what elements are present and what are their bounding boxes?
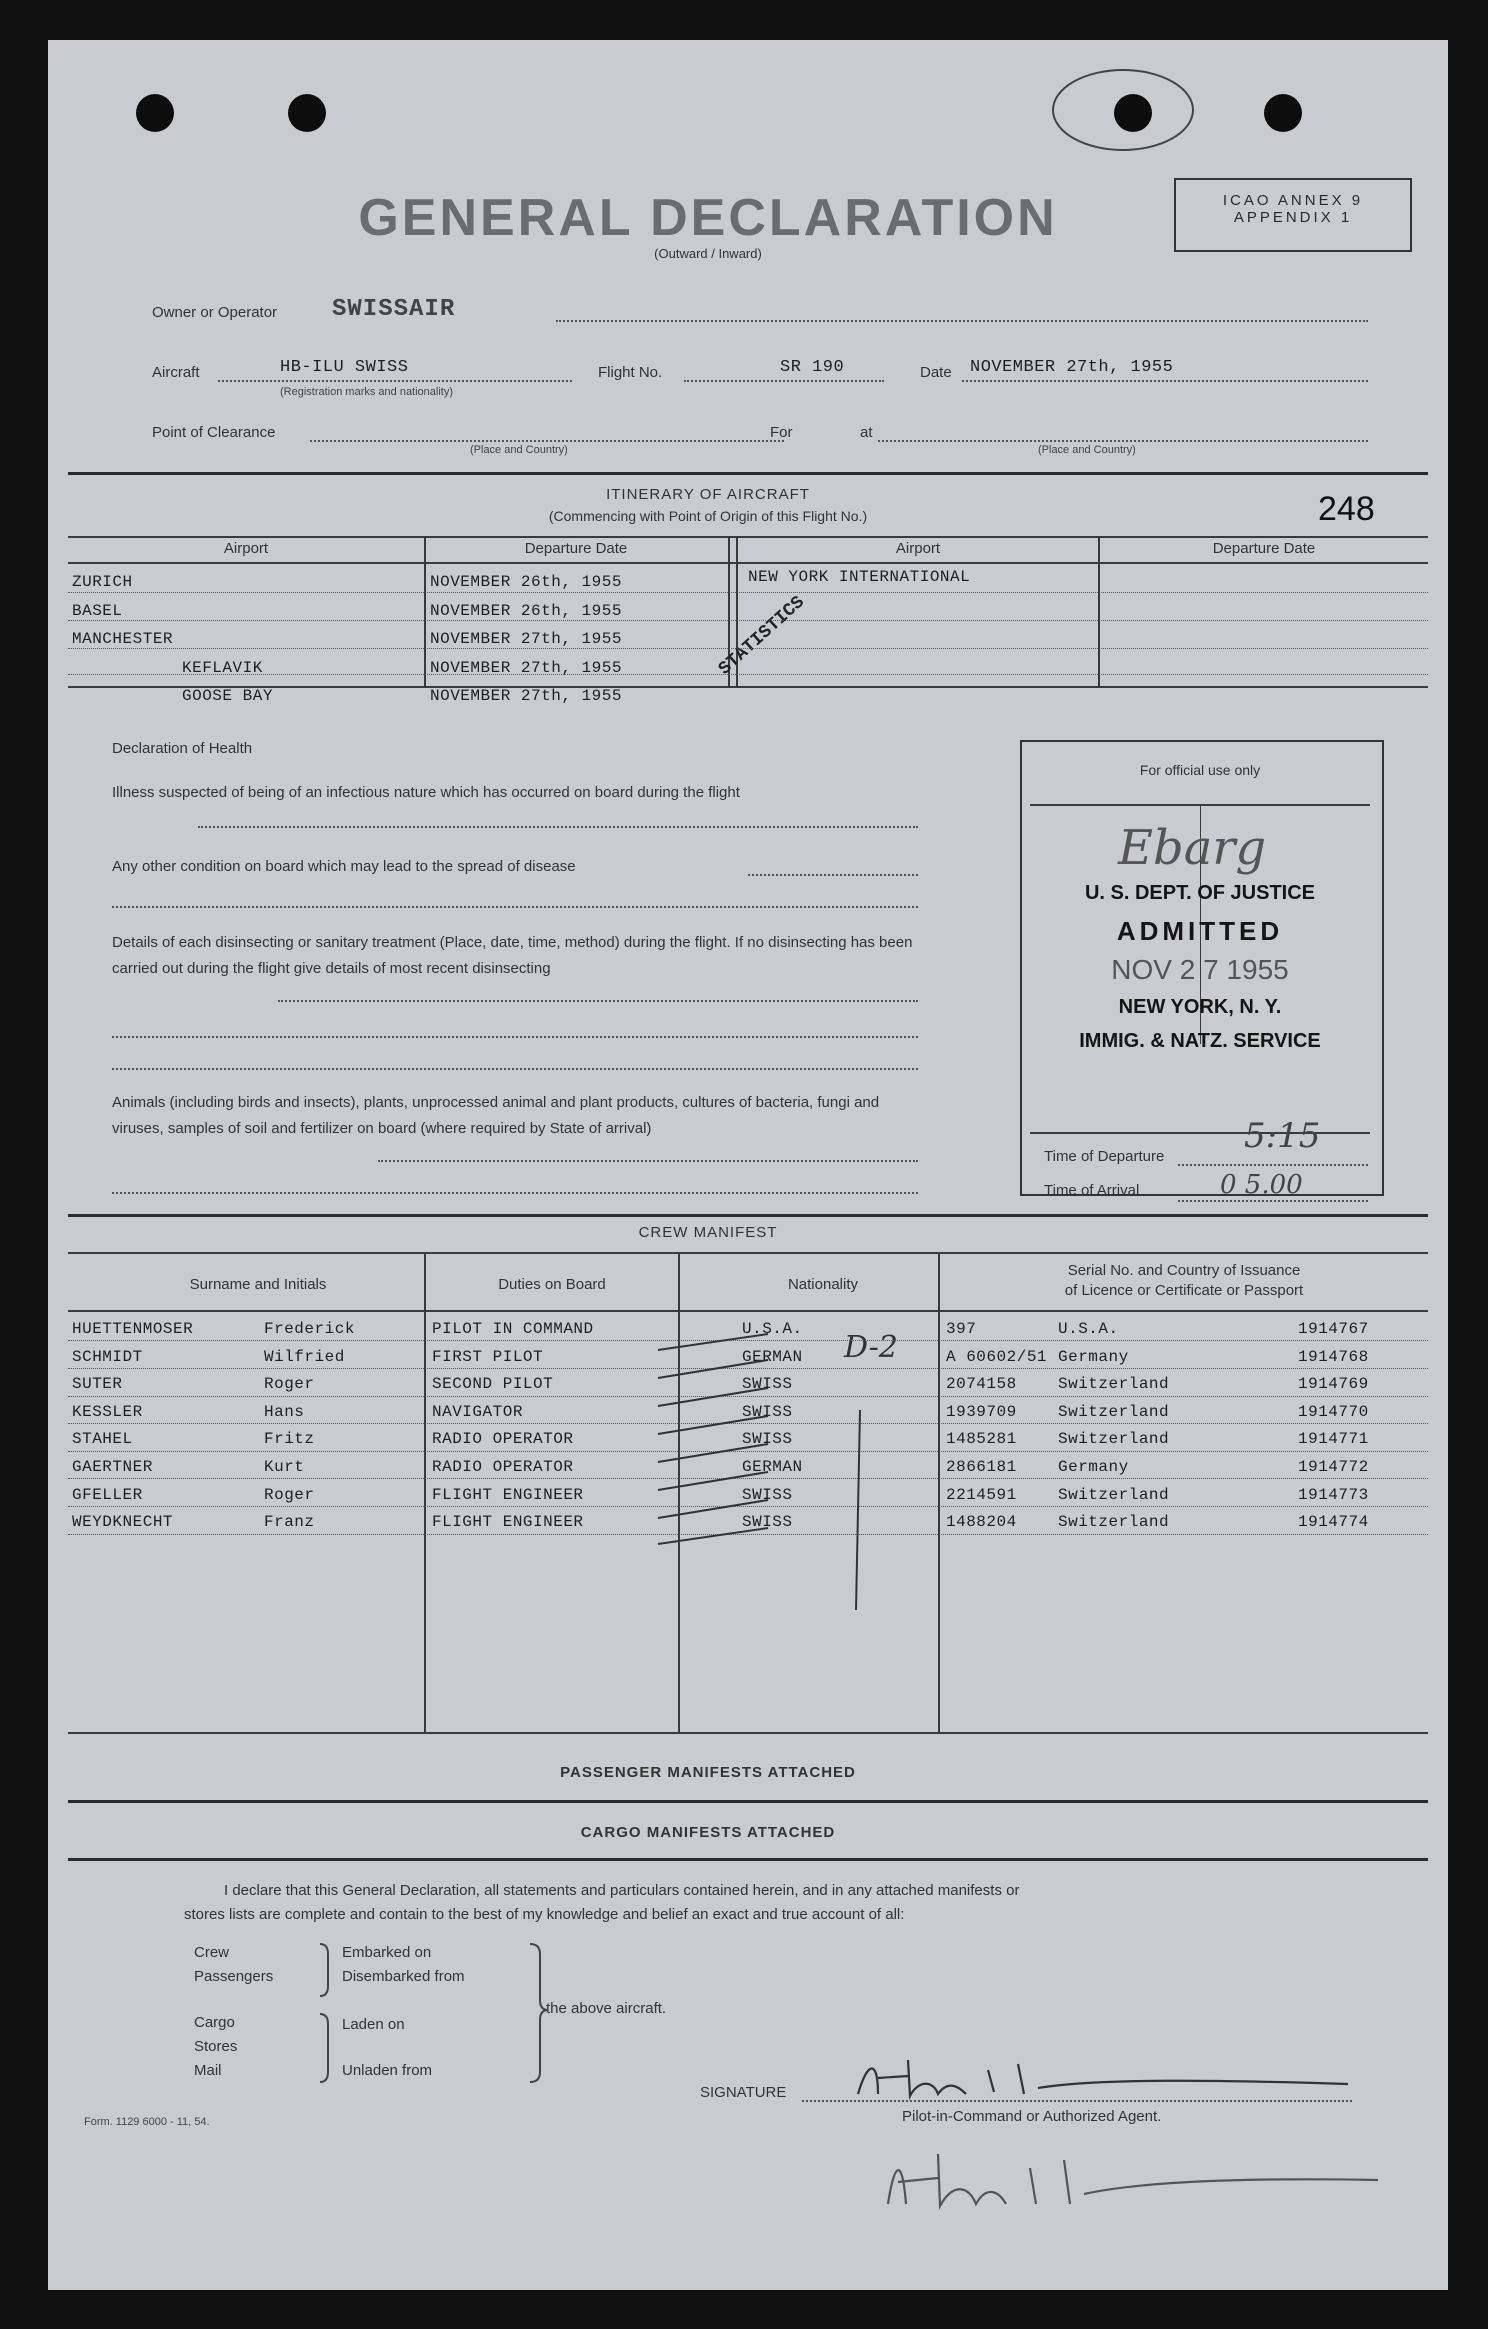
clearance-label: Point of Clearance xyxy=(152,424,276,441)
itinerary-title: ITINERARY OF AIRCRAFT xyxy=(606,486,810,503)
crew-first-names xyxy=(264,1316,355,1537)
time-departure-value: 5:15 xyxy=(1244,1116,1321,1156)
crew-first-name: Wilfried xyxy=(264,1347,345,1366)
crew-duty: RADIO OPERATOR xyxy=(432,1457,574,1476)
itinerary-airports xyxy=(72,568,273,711)
crew-nationality: SWISS xyxy=(742,1402,793,1421)
crew-first-name: Roger xyxy=(264,1375,315,1394)
crew-id: 1914773 xyxy=(1298,1485,1369,1504)
crew-id: 1914769 xyxy=(1298,1375,1369,1394)
crew-title: CREW MANIFEST xyxy=(638,1224,778,1241)
crew-nationality: GERMAN xyxy=(742,1457,803,1476)
crew-serial: 1939709 xyxy=(946,1402,1017,1421)
crew-country: Germany xyxy=(1058,1347,1129,1366)
col-departure-header-2: Departure Date xyxy=(1212,540,1316,557)
itinerary-date: NOVEMBER 27th, 1955 xyxy=(430,658,622,677)
declaration-text-2: stores lists are complete and contain to the best of my knowledge and belief an exact and true account of all: xyxy=(184,1906,905,1923)
col-serial-header-1: Serial No. and Country of Issuance xyxy=(1067,1262,1301,1279)
at-label: at xyxy=(860,424,873,441)
stamp-date: NOV 2 7 1955 xyxy=(1111,954,1289,985)
crew-nationality: SWISS xyxy=(742,1430,793,1449)
crew-duty: FIRST PILOT xyxy=(432,1347,544,1366)
aircraft-value: HB-ILU SWISS xyxy=(280,358,409,377)
crew-surname: GFELLER xyxy=(72,1485,143,1504)
decl-embarked: Embarked on xyxy=(342,1944,432,1961)
flight-label: Flight No. xyxy=(598,364,663,381)
itinerary-date: NOVEMBER 27th, 1955 xyxy=(430,630,622,648)
health-q3: Details of each disinsecting or sanitary treatment (Place, date, time, method) during the flight. If no disinsecting has been carried out during the flight give details of most recent disinsecting xyxy=(112,934,913,977)
crew-id: 1914768 xyxy=(1298,1347,1369,1366)
itinerary-date: NOVEMBER 27th, 1955 xyxy=(430,687,622,705)
pen-tick-marks xyxy=(648,1330,868,1630)
signature-label: SIGNATURE xyxy=(700,2084,787,2101)
crew-handwritten-note: D-2 xyxy=(844,1330,898,1365)
icao-line2: APPENDIX 1 xyxy=(1233,209,1353,226)
crew-country: Switzerland xyxy=(1058,1430,1170,1449)
crew-ids xyxy=(1298,1316,1369,1537)
crew-id: 1914770 xyxy=(1298,1402,1369,1421)
place-country-note-2: (Place and Country) xyxy=(1038,444,1136,456)
itinerary-dates xyxy=(430,568,622,711)
crew-serial: 1485281 xyxy=(946,1430,1017,1449)
place-country-note: (Place and Country) xyxy=(470,444,568,456)
crew-nationality: SWISS xyxy=(742,1485,793,1504)
crew-id: 1914771 xyxy=(1298,1430,1369,1449)
decl-laden: Laden on xyxy=(342,2016,405,2033)
health-title: Declaration of Health xyxy=(112,740,253,757)
pilot-signature xyxy=(838,2050,1358,2110)
aircraft-label: Aircraft xyxy=(152,364,200,381)
col-serial-header-2: of Licence or Certificate or Passport xyxy=(1064,1282,1304,1299)
document-page xyxy=(48,40,1448,2290)
crew-surnames xyxy=(72,1316,422,1537)
crew-serial: 2866181 xyxy=(946,1457,1017,1476)
pen-circle-mark xyxy=(1048,62,1198,162)
crew-surname: KESSLER xyxy=(72,1402,143,1421)
health-q4: Animals (including birds and insects), plants, unprocessed animal and plant products, cultures of bacteria, fungi and viruses, samples of soil and fertilizer on board (where required by State of arrival) xyxy=(112,1094,880,1137)
crew-first-name: Kurt xyxy=(264,1457,305,1476)
punch-hole xyxy=(1264,94,1302,132)
crew-first-name: Roger xyxy=(264,1485,315,1504)
itinerary-airport: BASEL xyxy=(72,601,123,620)
crew-nationality: SWISS xyxy=(742,1375,793,1394)
owner-label: Owner or Operator xyxy=(152,304,278,321)
col-duties-header: Duties on Board xyxy=(498,1276,606,1293)
itinerary-date: NOVEMBER 26th, 1955 xyxy=(430,601,622,620)
document-title: GENERAL DECLARATION xyxy=(358,189,1058,247)
crew-surname: GAERTNER xyxy=(72,1457,153,1476)
crew-id: 1914772 xyxy=(1298,1457,1369,1476)
crew-duty: PILOT IN COMMAND xyxy=(432,1320,594,1338)
crew-duty: NAVIGATOR xyxy=(432,1402,523,1421)
crew-surname: WEYDKNECHT xyxy=(72,1513,174,1532)
crew-serial: A 60602/51 xyxy=(946,1347,1048,1366)
stamp-admitted: ADMITTED xyxy=(1116,916,1284,946)
crew-surname: STAHEL xyxy=(72,1430,133,1449)
decl-cargo: Cargo xyxy=(194,2014,235,2031)
page-number: 248 xyxy=(1318,490,1375,528)
crew-id: 1914767 xyxy=(1298,1320,1369,1338)
time-arrival-value: 0 5.00 xyxy=(1220,1170,1303,1200)
crew-serial: 1488204 xyxy=(946,1513,1017,1532)
owner-value: SWISSAIR xyxy=(332,296,456,323)
crew-serial: 2214591 xyxy=(946,1485,1017,1504)
decl-mail: Mail xyxy=(194,2062,222,2079)
itinerary-date: NOVEMBER 26th, 1955 xyxy=(430,573,622,591)
official-signature-scribble: Ebarg xyxy=(1118,820,1267,876)
crew-nationality: U.S.A. xyxy=(742,1320,803,1338)
stamp-city: NEW YORK, N. Y. xyxy=(1118,996,1282,1018)
itinerary-subtitle: (Commencing with Point of Origin of this Flight No.) xyxy=(548,508,868,524)
crew-surname: HUETTENMOSER xyxy=(72,1320,194,1338)
decl-braces xyxy=(308,1940,568,2100)
statistics-stamp: STATISTICS xyxy=(715,592,809,680)
official-use-title: For official use only xyxy=(1139,762,1261,778)
time-arrival-label: Time of Arrival xyxy=(1044,1182,1140,1199)
health-q2: Any other condition on board which may lead to the spread of disease xyxy=(112,858,576,875)
crew-surname: SUTER xyxy=(72,1375,123,1394)
punch-hole xyxy=(288,94,326,132)
col-departure-header: Departure Date xyxy=(524,540,628,557)
health-q1: Illness suspected of being of an infectious nature which has occurred on board during the flight xyxy=(112,784,740,801)
crew-serials xyxy=(946,1316,1047,1537)
crew-first-name: Franz xyxy=(264,1513,315,1532)
date-value: NOVEMBER 27th, 1955 xyxy=(970,358,1174,377)
crew-country: Switzerland xyxy=(1058,1375,1170,1394)
time-departure-label: Time of Departure xyxy=(1044,1148,1165,1165)
stamp-service: IMMIG. & NATZ. SERVICE xyxy=(1079,1030,1321,1052)
pilot-signature-2 xyxy=(868,2134,1388,2224)
crew-countries xyxy=(1058,1316,1169,1537)
form-number: Form. 1129 6000 - 11, 54. xyxy=(84,2116,210,2128)
cargo-manifest: CARGO MANIFESTS ATTACHED xyxy=(580,1824,836,1841)
crew-duty: RADIO OPERATOR xyxy=(432,1430,574,1449)
decl-stores: Stores xyxy=(194,2038,238,2055)
itinerary-airport: GOOSE BAY xyxy=(182,687,273,705)
crew-surname: SCHMIDT xyxy=(72,1347,143,1366)
col-nationality-header: Nationality xyxy=(787,1276,859,1293)
punch-hole xyxy=(136,94,174,132)
decl-crew: Crew xyxy=(194,1944,230,1961)
itinerary-airport: KEFLAVIK xyxy=(182,658,263,677)
icao-box xyxy=(1174,178,1412,252)
crew-nationality: SWISS xyxy=(742,1513,793,1532)
crew-country: Switzerland xyxy=(1058,1402,1170,1421)
aircraft-note: (Registration marks and nationality) xyxy=(280,386,454,398)
crew-first-name: Frederick xyxy=(264,1320,355,1338)
itinerary-airport: MANCHESTER xyxy=(72,630,174,648)
flight-value: SR 190 xyxy=(780,358,845,377)
for-label: For xyxy=(770,424,793,441)
crew-duty: SECOND PILOT xyxy=(432,1375,554,1394)
crew-country: U.S.A. xyxy=(1058,1320,1119,1338)
crew-country: Switzerland xyxy=(1058,1513,1170,1532)
itinerary-airport: ZURICH xyxy=(72,573,133,591)
crew-id: 1914774 xyxy=(1298,1513,1369,1532)
col-airport-header-2: Airport xyxy=(895,540,941,557)
stamp-dept: U. S. DEPT. OF JUSTICE xyxy=(1084,882,1316,904)
crew-duties xyxy=(432,1316,594,1537)
col-airport-header: Airport xyxy=(223,540,269,557)
crew-country: Switzerland xyxy=(1058,1485,1170,1504)
declaration-text-1: I declare that this General Declaration, all statements and particulars contained herein, and in any attached manifests or xyxy=(224,1882,1020,1899)
col-surname-header: Surname and Initials xyxy=(189,1276,327,1293)
crew-duty: FLIGHT ENGINEER xyxy=(432,1485,584,1504)
crew-country: Germany xyxy=(1058,1457,1129,1476)
arrival-airport: NEW YORK INTERNATIONAL xyxy=(748,568,971,586)
crew-serial: 397 xyxy=(946,1320,977,1338)
decl-above-aircraft: the above aircraft. xyxy=(546,2000,667,2017)
icao-line1: ICAO ANNEX 9 xyxy=(1222,192,1364,209)
passenger-manifest: PASSENGER MANIFESTS ATTACHED xyxy=(560,1764,856,1781)
crew-first-name: Fritz xyxy=(264,1430,315,1449)
signature-caption: Pilot-in-Command or Authorized Agent. xyxy=(902,2108,1162,2125)
date-label: Date xyxy=(920,364,952,381)
decl-passengers: Passengers xyxy=(194,1968,274,1985)
crew-duty: FLIGHT ENGINEER xyxy=(432,1513,584,1532)
crew-serial: 2074158 xyxy=(946,1375,1017,1394)
crew-first-name: Hans xyxy=(264,1402,305,1421)
document-subtitle: (Outward / Inward) xyxy=(654,246,762,261)
decl-disembarked: Disembarked from xyxy=(342,1968,465,1985)
crew-nationality: GERMAN xyxy=(742,1347,803,1366)
decl-unladen: Unladen from xyxy=(342,2062,433,2079)
